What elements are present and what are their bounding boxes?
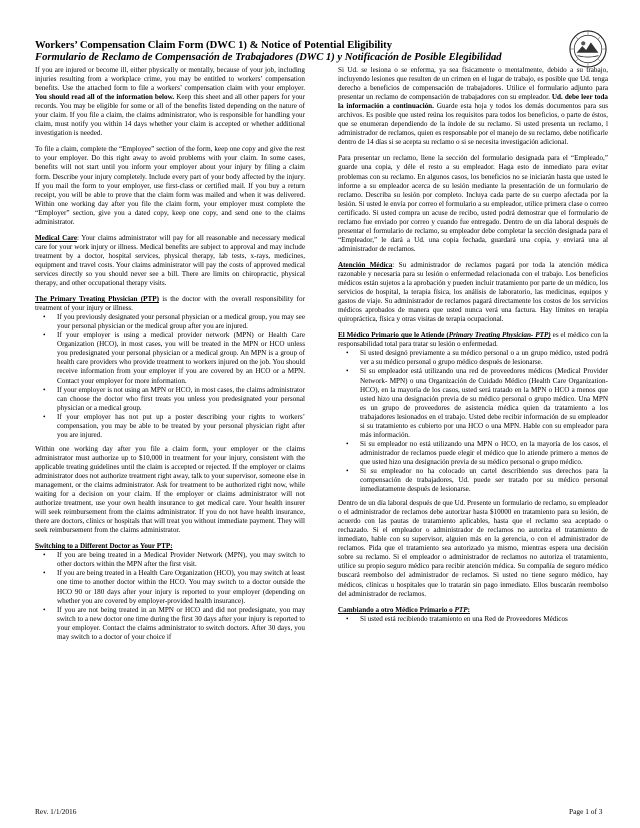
- english-column: [35, 66, 305, 647]
- list-item: • If your employer is not using an MPN or HCO, in most cases, the claims administrator can choose the doctor who first treats you unless you predesignated your personal physician or a medical group.: [57, 386, 305, 413]
- medical-care-paragraph-es: Atención Médica: Su administrador de reclamos pagará por toda la atención médica razonable y necesaria para su lesión o enfermedad relacionada con el trabajo. Los beneficios médicos están sujetos a la aprobación y pueden incluir tratamiento por parte de un médico, los servicios de hospital, la terapia física, los análisis de laboratorio, las medicinas, equipos y gastos de viaje. Su administrador de reclamos pagará directamente los costos de los servicios médicos aprobados de manera que usted nunca verá una factura. Hay límites en terapia quiropráctica, física y otras visitas de terapia ocupacional.: [338, 260, 608, 324]
- switching-list-es: [360, 615, 608, 624]
- list-item: • If you are being treated in a Health Care Organization (HCO), you may switch at least one time to another doctor within the HCO. You may switch to a doctor outside the HCO 90 or 180 days after your injury is reported to your employer (depending on whether you are covered by employer-provided health insurance).: [57, 569, 305, 605]
- intro-paragraph-es: Si Ud. se lesiona o se enferma, ya sea físicamente o mentalmente, debido a su trabajo, incluyendo lesiones que resulten de un crimen en el lugar de trabajo, es posible que Ud. tenga derecho a beneficios de compensación de trabajadores. Utilice el formulario adjunto para presentar un reclamo de compensación de trabajadores con su empleador. Ud. debe leer toda la información a continuación. Guarde esta hoja y todos los demás documentos para sus archivos. Es posible que usted reúna los requisitos para todos los beneficios, o parte de éstos, que se enumeran dependiendo de la índole de su reclamo. Si usted presenta un reclamo, l administrador de reclamos, quien es responsable por el manejo de su reclamo, debe notificarle dentro de 14 días si se acepta su reclamo o si se necesita investigación adicional.: [338, 66, 608, 147]
- spanish-column: [338, 66, 608, 629]
- page-header: [35, 40, 555, 64]
- filing-paragraph-es: Para presentar un reclamo, llene la sección del formulario designada para el “Empleado,” guarde una copia, y déle el resto a su empleador. Haga esto de inmediato para evitar problemas con su reclamo. En algunos casos, los beneficios no se iniciarán hasta que usted le informe a su empleador acerca de su lesión mediante la presentación de un formulario de reclamo. Describa su lesión por completo. Incluya cada parte de su cuerpo afectada por la lesión. Si usted le envía por correo el formulario a su empleador, utilice primera clase o correo certificado. Si usted compra un acuse de recibo, usted podrá demostrar que el formulario de reclamo fue enviado por correo y cuando fue entregado. Dentro de un día laboral después de presentar el formulario de reclamo, su empleador debe completar la sección designada para el “Empleador,” le dará a Ud. una copia fechada, guardará una copia, y enviará una al administrador de reclamos.: [338, 154, 608, 253]
- switching-list: [57, 551, 305, 641]
- filing-paragraph: To file a claim, complete the “Employee” section of the form, keep one copy and give the rest to your employer. Do this right away to avoid problems with your claim. In some cases, benefits will not start until you inform your employer about your injury by filing a claim form. Describe your injury completely. Include every part of your body affected by the injury. If you mail the form to your employer, use first-class or certified mail. If you buy a return receipt, you will be able to prove that the claim form was mailed and when it was delivered. Within one working day after you file the claim form, your employer must complete the “Employer” section, give you a dated copy, keep one copy, and send one to the claims administrator.: [35, 145, 305, 226]
- list-item: • If your employer is using a medical provider network (MPN) or Health Care Organization (HCO), in most cases, you will be treated in the MPN or HCO unless you predesignated your personal physician or a medical group. An MPN is a group of health care providers who provide treatment to workers injured on the job. You should receive information from your employer if you are covered by an HCO or a MPN. Contact your employer for more information.: [57, 331, 305, 385]
- list-item: • If you are being treated in a Medical Provider Network (MPN), you may switch to other doctors within the MPN after the first visit.: [57, 551, 305, 569]
- ptp-paragraph: The Primary Treating Physician (PTP) is the doctor with the overall responsibility for treatment of your injury or illness.: [35, 295, 305, 313]
- list-item: • If your employer has not put up a poster describing your rights to workers’ compensation, you may be able to be treated by your personal physician right after you are injured.: [57, 413, 305, 440]
- list-item: • Si usted está recibiendo tratamiento en una Red de Proveedores Médicos: [360, 615, 608, 624]
- intro-paragraph: If you are injured or become ill, either physically or mentally, because of your job, including injuries resulting from a workplace crime, you may be entitled to workers’ compensation benefits. Use the attached form to file a workers’ compensation claim with your employer. You should read all of the information below. Keep this sheet and all other papers for your records. You may be eligible for some or all of the benefits listed depending on the nature of your claim. If you file a claim, the claims administrator, who is responsible for handling your claim, must notify you within 14 days whether your claim is accepted or whether additional investigation is needed.: [35, 66, 305, 138]
- revision-label: Rev. 1/1/2016: [35, 807, 77, 816]
- list-item: • If you are not being treated in an MPN or HCO and did not predesignate, you may switch to a new doctor one time during the first 30 days after your injury is reported to your employer. Contact the claims administrator to switch doctors. After 30 days, you may switch to a doctor of your choice if: [57, 606, 305, 642]
- authorization-paragraph-es: Dentro de un día laboral después de que Ud. Presente un formulario de reclamo, su empleador o el administrador de reclamos debe autorizar hasta $10000 en tratamiento para su lesión, de acuerdo con las pautas de tratamiento aplicables, hasta que el reclamo sea aceptado o rechazado. Si el empleador o administrador de reclamos no autoriza el tratamiento de inmediato, hable con su supervisor, alguien más en la gerencia, o con el administrador de reclamos. Pida que el tratamiento sea autorizado ya mismo, mientras espera una decisión sobre su reclamo. Si el empleador o administrador de reclamos no autoriza el tratamiento, utilice su propio seguro médico para recibir atención médica. Su compañía de seguro médico buscará reembolso del administrador de reclamos. Si usted no tiene seguro médico, hay médicos, clínicas u hospitales que lo tratarán sin pago inmediato. Ellos buscarán reembolso del administrador de reclamos.: [338, 499, 608, 598]
- title-spanish: Formulario de Reclamo de Compensación de Trabajadores (DWC 1) y Notificación de Posible Elegibilidad: [35, 52, 502, 63]
- list-item: • Si su empleador no está utilizando una MPN o HCO, en la mayoría de los casos, el administrador de reclamos puede elegir el médico que lo atiende primero a menos de que usted hizo una designación previa de su médico personal o grupo médico.: [360, 440, 608, 467]
- medical-care-paragraph: Medical Care: Your claims administrator will pay for all reasonable and necessary medical care for your work injury or illness. Medical benefits are subject to approval and may include treatment by a doctor, hospital services, physical therapy, lab tests, x-rays, medicines, equipment and travel costs. Your claims administrator will pay the costs of approved medical services directly so you should never see a bill. There are limits on chiropractic, physical therapy, and other occupational therapy visits.: [35, 233, 305, 288]
- title-english: Workers’ Compensation Claim Form (DWC 1) & Notice of Potential Eligibility: [35, 40, 393, 51]
- state-seal-icon: [569, 30, 607, 68]
- switching-heading: Switching to a Different Doctor as Your PTP:: [35, 542, 173, 551]
- list-item: • Si usted designó previamente a su médico personal o a un grupo médico, usted podrá ver a su médico personal o grupo médico después de lesionarse.: [360, 349, 608, 367]
- list-item: • Si su empleador está utilizando una red de proveedores médicos (Medical Provider Network- MPN) o una Organización de Cuidado Médico (Health Care Organization- HCO), en la mayoría de los casos, usted será tratado en la MPN o HCO a menos que usted hizo una designación previa de su médico personal o grupo médico. Una MPN es un grupo de proveedores de asistencia médica quien da tratamiento a los trabajadores lesionados en el trabajo. Usted debe recibir información de su empleador si su tratamiento es cubierto por una HCO o una MPN. Hable con su empleador para más información.: [360, 367, 608, 439]
- authorization-paragraph: Within one working day after you file a claim form, your employer or the claims administrator must authorize up to $10,000 in treatment for your injury, consistent with the applicable treating guidelines until the claim is accepted or rejected. If the employer or claims administrator does not authorize treatment right away, talk to your supervisor, someone else in management, or the claims administrator. Ask for treatment to be authorized right now, while waiting for a decision on your claim. If the employer or claims administrator will not authorize treatment, use your own health insurance to get medical care. Your health insurer will seek reimbursement from the claims administrator. If you do not have health insurance, there are doctors, clinics or hospitals that will treat you without immediate payment. They will seek reimbursement from the claims administrator.: [35, 444, 305, 535]
- list-item: • If you previously designated your personal physician or a medical group, you may see your personal physician or the medical group after you are injured.: [57, 313, 305, 331]
- page-number: Page 1 of 3: [569, 807, 603, 816]
- list-item: • Si su empleador no ha colocado un cartel describiendo sus derechos para la compensación de trabajadores, Ud. puede ser tratado por su médico personal inmediatamente después de lesionarse.: [360, 467, 608, 494]
- ptp-list-es: [360, 349, 608, 494]
- ptp-list: [57, 313, 305, 440]
- switching-heading-es: Cambiando a otro Médico Primario o PTP:: [338, 605, 470, 614]
- ptp-paragraph-es: El Médico Primario que le Atiende (Primary Treating Physician- PTP) es el médico con la responsabilidad total para tratar su lesión o enfermedad.: [338, 331, 608, 349]
